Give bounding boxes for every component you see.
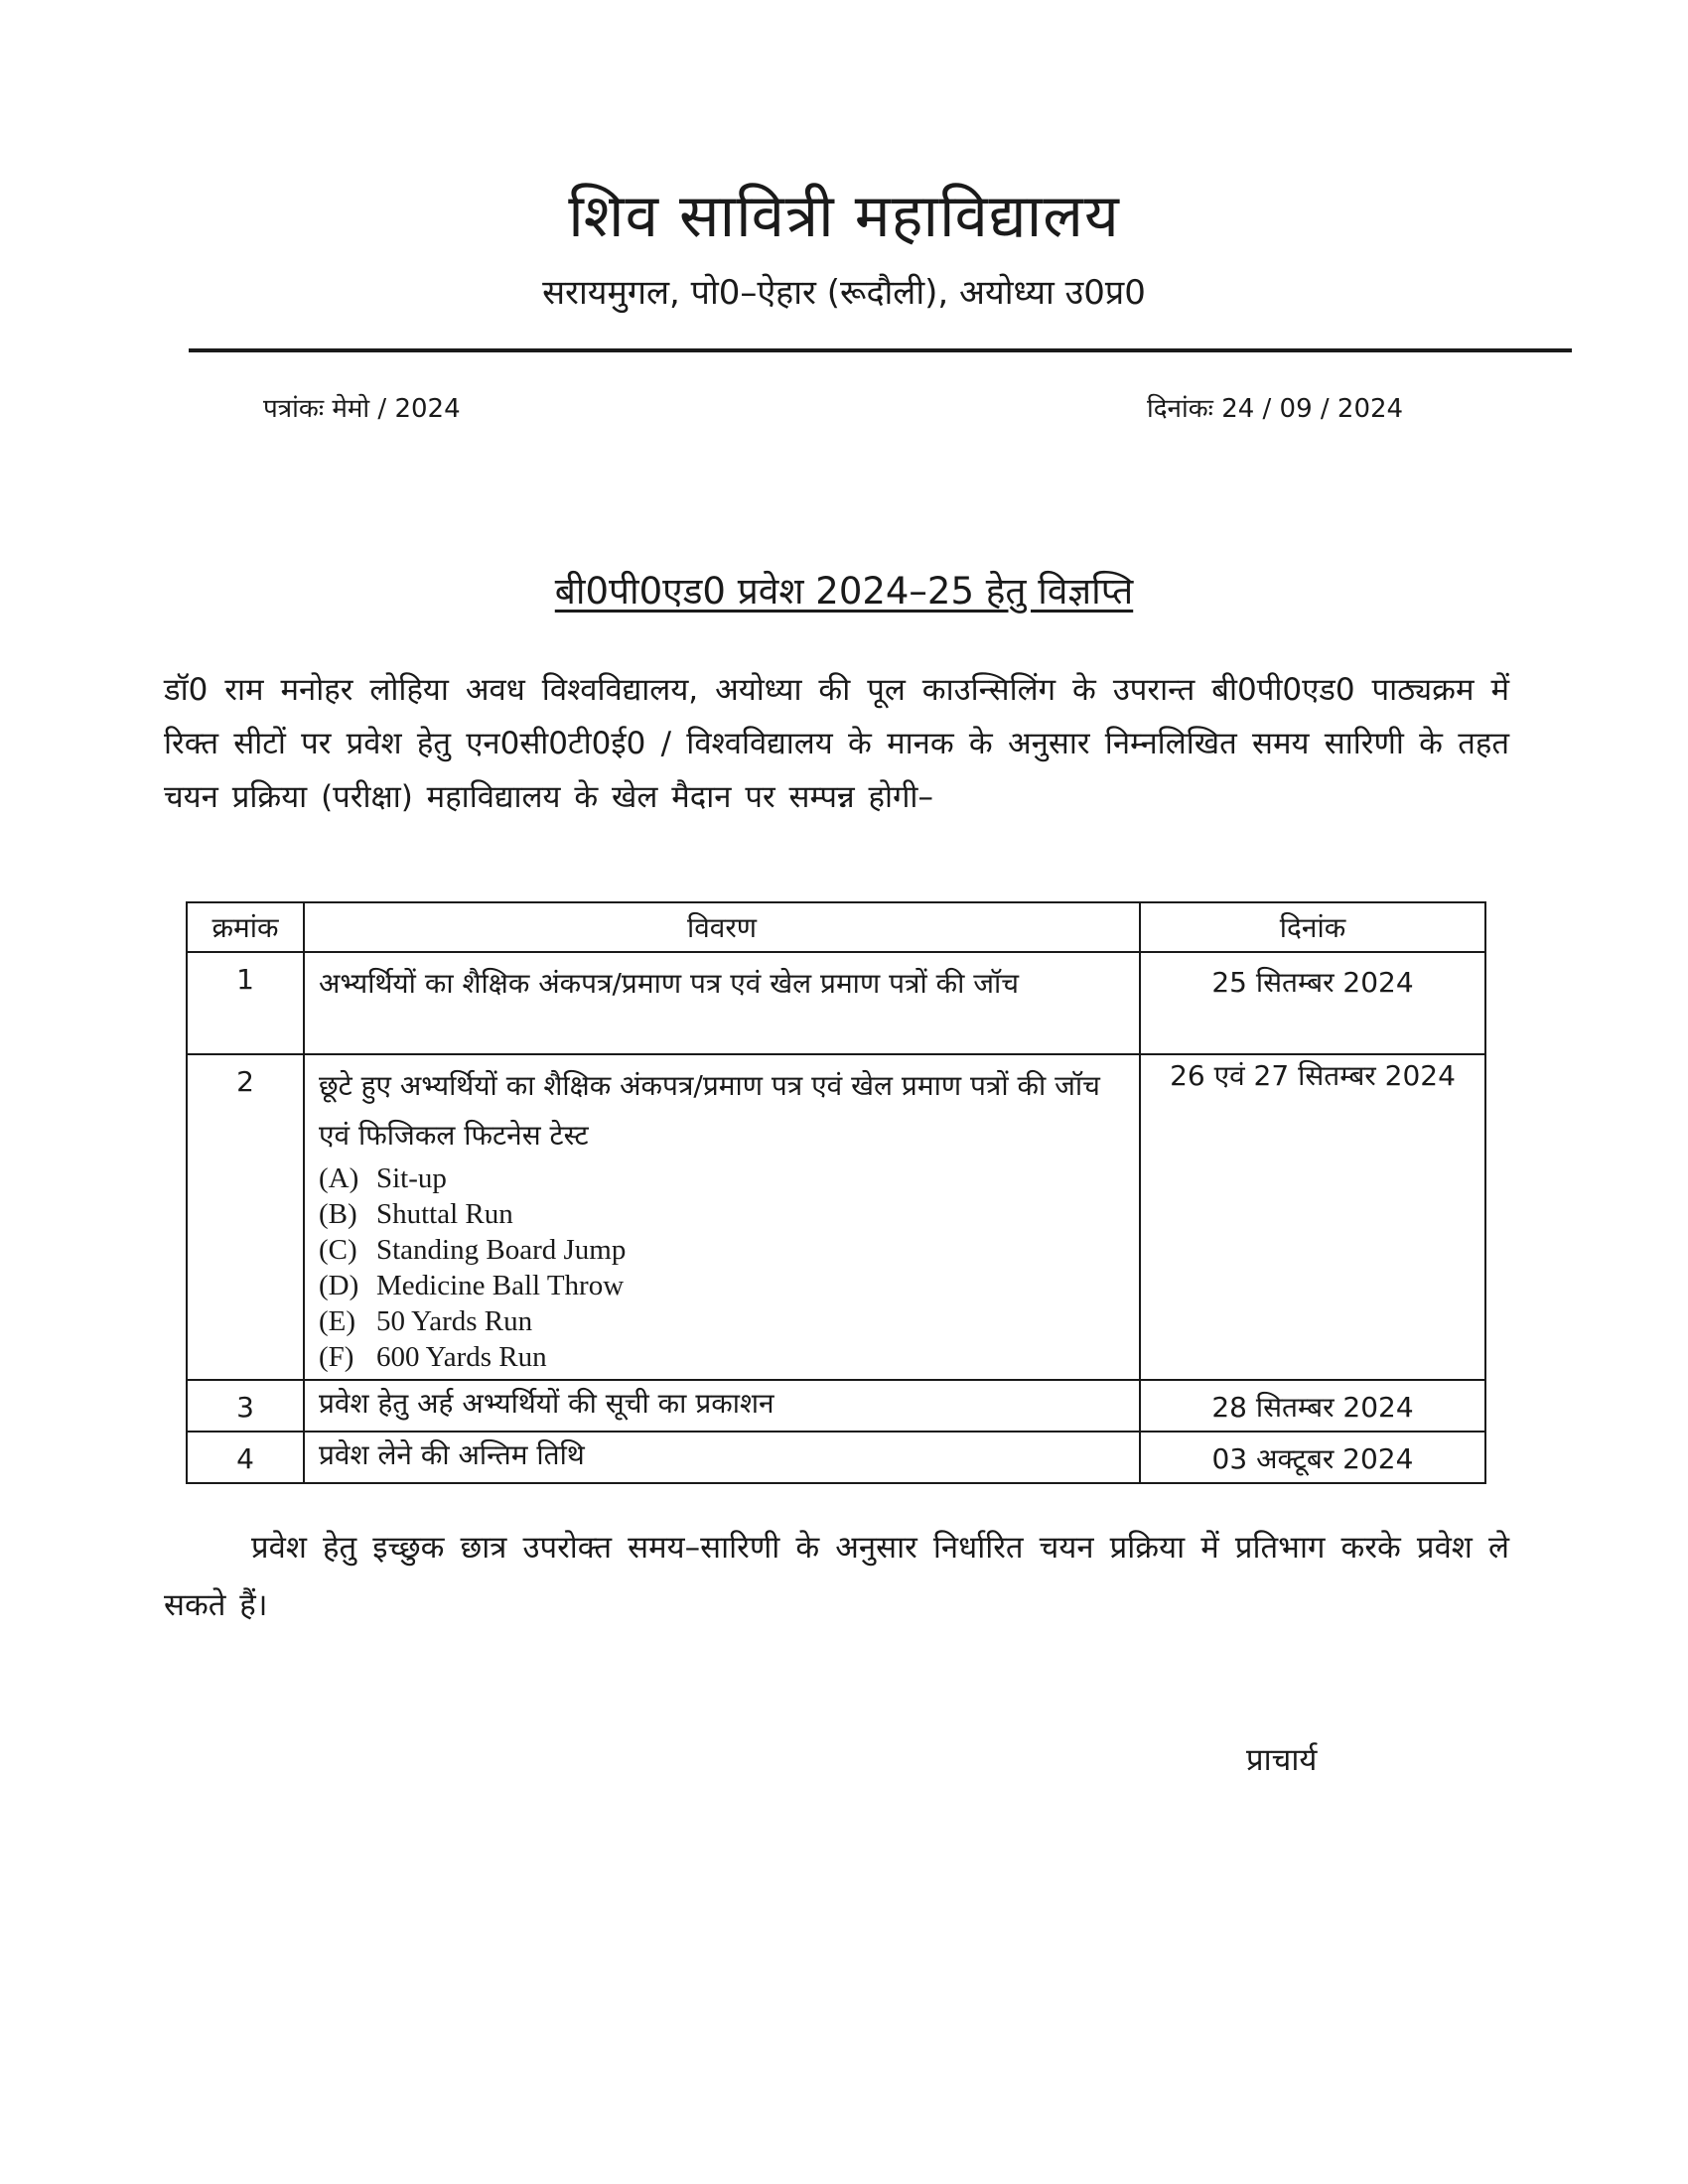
closing-paragraph: प्रवेश हेतु इच्छुक छात्र उपरोक्त समय–सारिणी के अनुसार निर्धारित चयन प्रक्रिया में प्रतिभाग करके प्रवेश ले सकते हैं। — [164, 1530, 1509, 1623]
test-name: Shuttal Run — [376, 1198, 513, 1230]
signatory-title: प्राचार्य — [1246, 1742, 1318, 1778]
list-item — [319, 1196, 1129, 1232]
test-label: (E) — [319, 1305, 356, 1337]
test-label: (B) — [319, 1198, 357, 1230]
table-row — [187, 952, 1485, 1054]
test-label: (F) — [319, 1341, 354, 1373]
list-item — [319, 1160, 1129, 1196]
table-header-row — [187, 902, 1485, 952]
test-label: (A) — [319, 1162, 359, 1194]
row-date: 25 सितम्बर 2024 — [1140, 952, 1485, 1054]
row-sn: 2 — [187, 1054, 304, 1380]
schedule-table — [186, 901, 1486, 1484]
institution-name: शिव सावित्री महाविद्यालय — [568, 182, 1120, 251]
row-sn: 4 — [187, 1432, 304, 1483]
notice-title: बी0पी0एड0 प्रवेश 2024–25 हेतु विज्ञप्ति — [554, 570, 1134, 613]
notice-intro-paragraph: डॉ0 राम मनोहर लोहिया अवध विश्वविद्यालय, अयोध्या की पूल काउन्सिलिंग के उपरान्त बी0पी0एड0 पाठ्यक्रम में रिक्त सीटों पर प्रवेश हेतु एन0सी0टी0ई0 / विश्वविद्यालय के मानक के अनुसार निम्नलिखित समय सारिणी के तहत चयन प्रक्रिया (परीक्षा) महाविद्यालय के खेल मैदान पर सम्पन्न होगी– — [164, 672, 1509, 815]
row-description: प्रवेश लेने की अन्तिम तिथि — [304, 1432, 1140, 1483]
test-label: (C) — [319, 1234, 357, 1266]
row-date: 28 सितम्बर 2024 — [1140, 1380, 1485, 1432]
institution-address: सरायमुगल, पो0–ऐहार (रूदौली), अयोध्या उ0प्र0 — [542, 273, 1146, 313]
row-description: अभ्यर्थियों का शैक्षिक अंकपत्र/प्रमाण पत्र एवं खेल प्रमाण पत्रों की जॉच — [304, 952, 1140, 1054]
test-name: 50 Yards Run — [376, 1305, 533, 1337]
list-item — [319, 1232, 1129, 1268]
test-label: (D) — [319, 1270, 359, 1301]
header-description: विवरण — [304, 902, 1140, 952]
table-row — [187, 1432, 1485, 1483]
header-date: दिनांक — [1140, 902, 1485, 952]
table-row — [187, 1380, 1485, 1432]
row-description-cell — [304, 1054, 1140, 1380]
reference-number: पत्रांकः मेमो / 2024 — [263, 394, 461, 424]
row-description: प्रवेश हेतु अर्ह अभ्यर्थियों की सूची का प्रकाशन — [304, 1380, 1140, 1432]
list-item — [319, 1303, 1129, 1339]
row-date: 26 एवं 27 सितम्बर 2024 — [1140, 1054, 1485, 1380]
row-description: छूटे हुए अभ्यर्थियों का शैक्षिक अंकपत्र/प्रमाण पत्र एवं खेल प्रमाण पत्रों की जॉच एवं फिजिकल फिटनेस टेस्ट — [319, 1069, 1100, 1152]
header-sn: क्रमांक — [187, 902, 304, 952]
list-item — [319, 1268, 1129, 1303]
reference-date: दिनांकः 24 / 09 / 2024 — [1147, 394, 1404, 424]
test-name: Sit-up — [376, 1162, 447, 1194]
test-name: Medicine Ball Throw — [376, 1270, 625, 1301]
table-row — [187, 1054, 1485, 1380]
header-divider — [189, 348, 1572, 352]
fitness-test-list — [319, 1160, 1129, 1375]
row-sn: 1 — [187, 952, 304, 1054]
row-date: 03 अक्टूबर 2024 — [1140, 1432, 1485, 1483]
list-item — [319, 1339, 1129, 1375]
test-name: 600 Yards Run — [376, 1341, 547, 1373]
test-name: Standing Board Jump — [376, 1234, 627, 1266]
row-sn: 3 — [187, 1380, 304, 1432]
